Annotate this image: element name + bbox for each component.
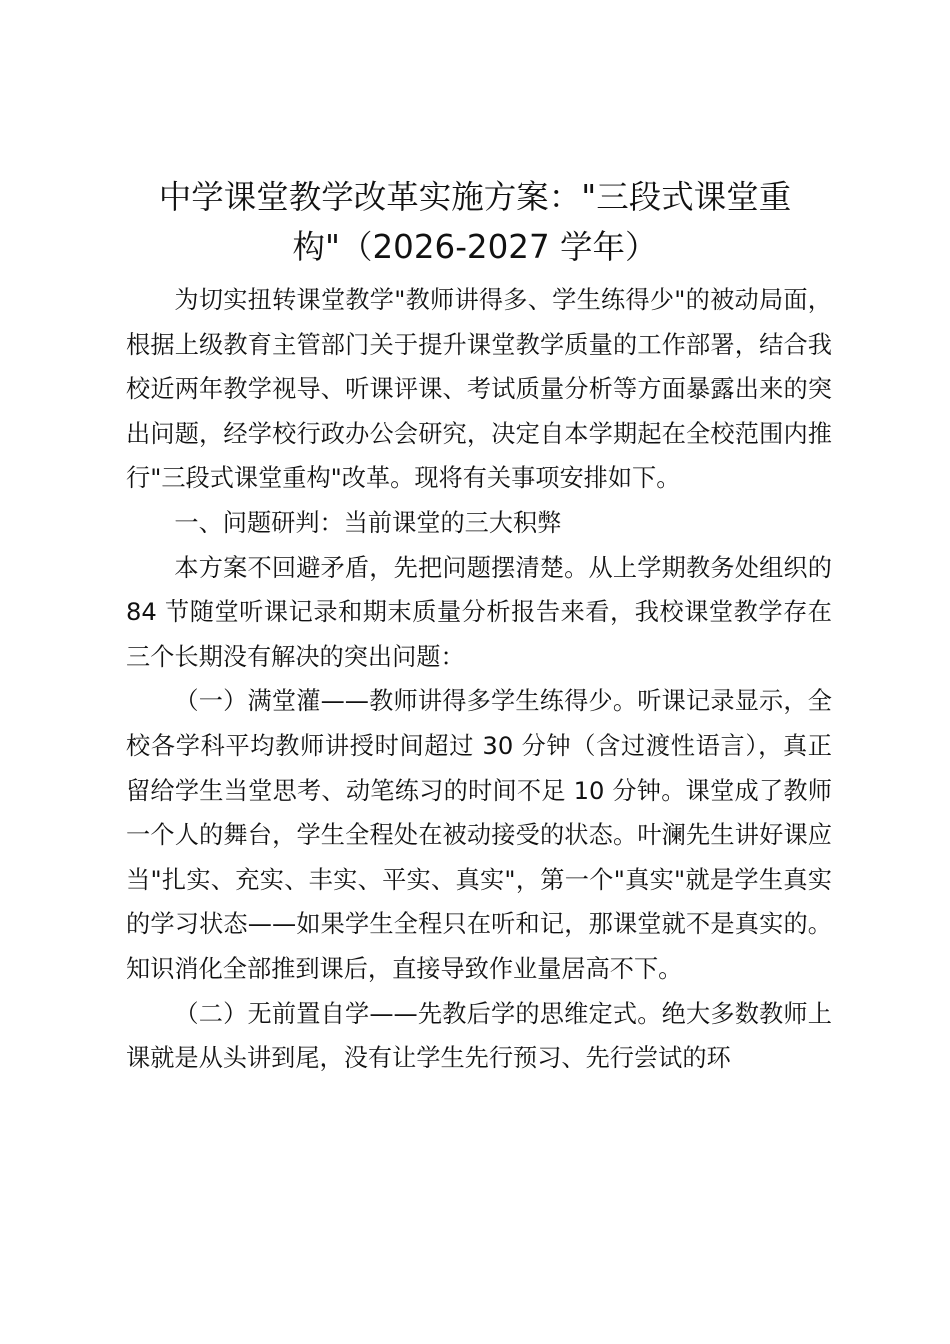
problem-2-paragraph: （二）无前置自学——先教后学的思维定式。绝大多数教师上课就是从头讲到尾，没有让学生先行预习、先行尝试的环 bbox=[126, 999, 832, 1073]
problem-1-paragraph: （一）满堂灌——教师讲得多学生练得少。听课记录显示，全校各学科平均教师讲授时间超过 30 分钟（含过渡性语言），真正留给学生当堂思考、动笔练习的时间不足 10 分钟。课堂成了教师一个人的舞台，学生全程处在被动接受的状态。叶澜先生讲好课应当"扎实、充实、丰实、平实、真实"，第一个"真实"就是学生真实的学习状态——如果学生全程只在听和记，那课堂就不是真实的。知识消化全部推到课后，直接导致作业量居高不下。 bbox=[126, 687, 832, 983]
intro-paragraph: 为切实扭转课堂教学"教师讲得多、学生练得少"的被动局面，根据上级教育主管部门关于提升课堂教学质量的工作部署，结合我校近两年教学视导、听课评课、考试质量分析等方面暴露出来的突出问题，经学校行政办公会研究，决定自本学期起在全校范围内推行"三段式课堂重构"改革。现将有关事项安排如下。 bbox=[126, 286, 832, 493]
section-heading: 一、问题研判：当前课堂的三大积弊 bbox=[174, 508, 562, 537]
title-line-2: 构"（2026-2027 学年） bbox=[292, 228, 658, 266]
problem-summary-paragraph: 本方案不回避矛盾，先把问题摆清楚。从上学期教务处组织的 84 节随堂听课记录和期末质量分析报告来看，我校课堂教学存在三个长期没有解决的突出问题： bbox=[126, 553, 832, 671]
document-title bbox=[118, 172, 832, 272]
document-body bbox=[126, 278, 832, 1081]
title-line-1: 中学课堂教学改革实施方案："三段式课堂重 bbox=[158, 178, 792, 216]
